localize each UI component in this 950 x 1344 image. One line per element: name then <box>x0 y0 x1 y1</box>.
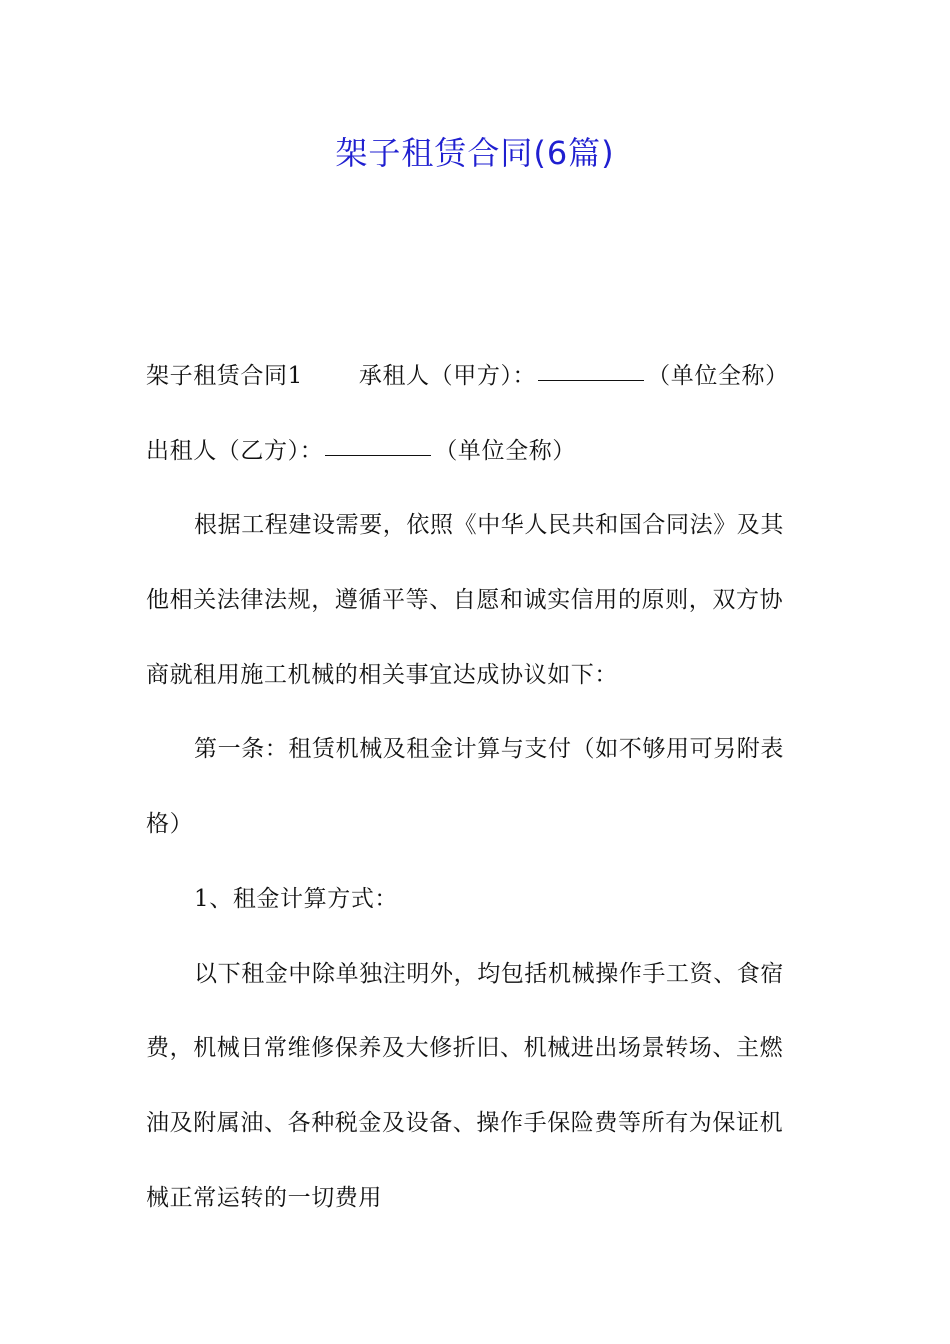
paragraph-line: 以下租金中除单独注明外，均包括机械操作手工资、食宿 <box>194 960 784 987</box>
article-one-heading: 第一条：租赁机械及租金计算与支付（如不够用可另附表 <box>194 736 784 763</box>
party-a-blank-field <box>538 378 644 381</box>
paragraph-line: 油及附属油、各种税金及设备、操作手保险费等所有为保证机 <box>146 1109 784 1136</box>
party-b-label: 出租人（乙方）： <box>146 437 324 464</box>
document-title: 架子租赁合同(6篇) <box>335 134 615 172</box>
party-b-line <box>146 414 806 489</box>
paragraph-line: 格） <box>146 811 194 838</box>
party-a-label: 承租人（甲方）： <box>358 363 537 389</box>
paragraph-line: 根据工程建设需要，依照《中华人民共和国合同法》及其 <box>194 512 784 539</box>
paragraph-line: 费，机械日常维修保养及大修折旧、机械进出场景转场、主燃 <box>146 1035 784 1062</box>
party-b-blank-field <box>325 453 431 456</box>
party-b-suffix: （单位全称） <box>434 437 576 464</box>
contract-heading-label: 架子租赁合同1 <box>146 363 303 389</box>
document-body <box>146 339 806 1235</box>
paragraph-line: 商就租用施工机械的相关事宜达成协议如下： <box>146 661 618 688</box>
party-a-suffix: （单位全称） <box>647 363 789 389</box>
paragraph-line: 械正常运转的一切费用 <box>146 1184 382 1211</box>
party-a-line <box>146 339 806 414</box>
paragraph-line: 他相关法律法规，遵循平等、自愿和诚实信用的原则，双方协 <box>146 587 784 614</box>
clause-heading: 1、租金计算方式： <box>194 885 399 912</box>
